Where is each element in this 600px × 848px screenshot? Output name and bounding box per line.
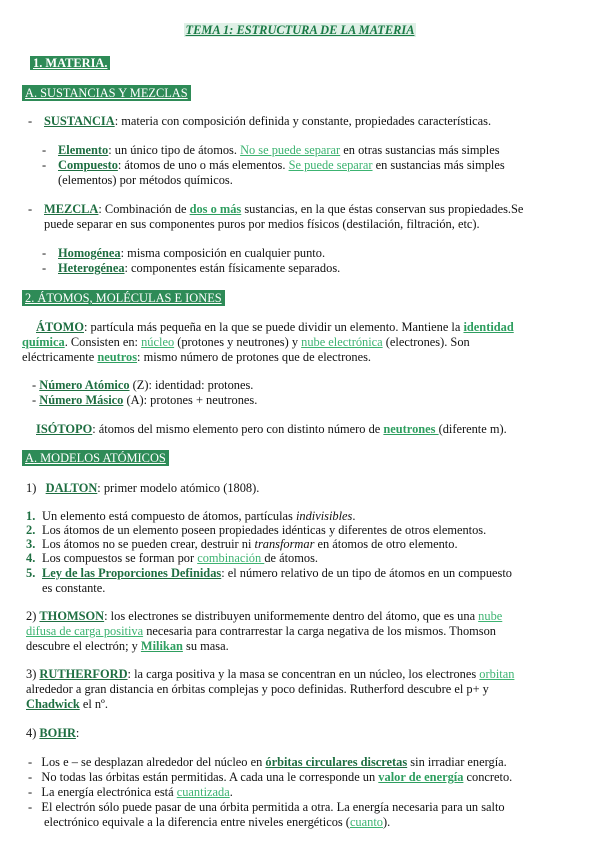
thomson-paragraph-line3: descubre el electrón; y Milikan su masa. <box>26 639 229 653</box>
thomson-paragraph-line2: difusa de carga positiva necesaria para contrarrestar la carga negativa de los mismos. Thomson <box>26 624 496 638</box>
dalton-item-4: 4. Los compuestos se forman por combinación de átomos. <box>26 551 318 565</box>
numero-atomico-item: - Número Atómico (Z): identidad: protones. <box>32 378 254 392</box>
sustancia-definition: SUSTANCIA: materia con composición definida y constante, propiedades características. <box>44 114 492 128</box>
dash-bullet: - <box>42 246 47 260</box>
homogenea-definition: Homogénea: misma composición en cualquier punto. <box>58 246 326 260</box>
dalton-item-3: 3. Los átomos no se pueden crear, destruir ni transformar en átomos de otro elemento. <box>26 537 458 551</box>
heterogenea-definition: Heterogénea: componentes están físicamente separados. <box>58 261 341 275</box>
atomo-definition-line2: química. Consisten en: núcleo (protones y neutrones) y nube electrónica (electrones). Son <box>22 335 470 349</box>
mezcla-definition-line2: puede separar en sus componentes puros por medios físicos (destilación, filtración, etc). <box>44 217 480 231</box>
dash-bullet: - <box>42 158 47 172</box>
rutherford-paragraph-line2: alrededor a gran distancia en órbitas complejas y poco definidas. Rutherford descubre el p+ y <box>26 682 489 696</box>
dash-bullet: - <box>42 143 47 157</box>
bohr-item-3: - La energía electrónica está cuantizada. <box>28 785 233 799</box>
dalton-item-5-line2: es constante. <box>42 581 106 595</box>
isotopo-definition: ISÓTOPO: átomos del mismo elemento pero con distinto número de neutrones (diferente m). <box>36 422 507 436</box>
bohr-item-2: - No todas las órbitas están permitidas. A cada una le corresponde un valor de energía concreto. <box>28 770 513 784</box>
atomo-definition-line3: eléctricamente neutros: mismo número de protones que de electrones. <box>22 350 372 364</box>
section-heading-atomos: 2. ÁTOMOS, MOLÉCULAS E IONES <box>22 291 225 306</box>
dash-bullet: - <box>28 202 33 216</box>
subsection-heading-modelos: A. MODELOS ATÓMICOS <box>22 451 169 466</box>
bohr-item-4-line2: electrónico equivale a la diferencia entre niveles energéticos (cuanto). <box>44 815 391 829</box>
bohr-item-4: - El electrón sólo puede pasar de una órbita permitida a otra. La energía necesaria para un salto <box>28 800 505 814</box>
compuesto-definition-line2: (elementos) por métodos químicos. <box>58 173 233 187</box>
dalton-item-5: 5. Ley de las Proporciones Definidas: el número relativo de un tipo de átomos en un compuesto <box>26 566 512 580</box>
page-title: TEMA 1: ESTRUCTURA DE LA MATERIA <box>185 23 415 37</box>
section-heading-materia: 1. MATERIA. <box>30 56 110 71</box>
subsection-heading-sustancias: A. SUSTANCIAS Y MEZCLAS <box>22 86 191 101</box>
thomson-paragraph: 2) THOMSON: los electrones se distribuyen uniformemente dentro del átomo, que es una nube <box>26 609 503 623</box>
rutherford-paragraph: 3) RUTHERFORD: la carga positiva y la masa se concentran en un núcleo, los electrones orbitan <box>26 667 515 681</box>
atomo-definition: ÁTOMO: partícula más pequeña en la que se puede dividir un elemento. Mantiene la identidad <box>36 320 514 334</box>
dash-bullet: - <box>28 114 33 128</box>
rutherford-paragraph-line3: Chadwick el nº. <box>26 697 108 711</box>
bohr-item-1: - Los e – se desplazan alrededor del núcleo en órbitas circulares discretas sin irradiar energía. <box>28 755 507 769</box>
dalton-item-1: 1. Un elemento está compuesto de átomos, partículas indivisibles. <box>26 509 356 523</box>
dash-bullet: - <box>42 261 47 275</box>
dalton-heading: 1) DALTON: primer modelo atómico (1808). <box>26 481 260 495</box>
numero-masico-item: - Número Másico (A): protones + neutrones. <box>32 393 258 407</box>
dalton-item-2: 2. Los átomos de un elemento poseen propiedades idénticas y diferentes de otros elementos. <box>26 523 487 537</box>
compuesto-definition: Compuesto: átomos de uno o más elementos. Se puede separar en sustancias más simples <box>58 158 505 172</box>
mezcla-definition: MEZCLA: Combinación de dos o más sustancias, en la que éstas conservan sus propiedades.Se <box>44 202 524 216</box>
bohr-heading: 4) BOHR: <box>26 726 80 740</box>
elemento-definition: Elemento: un único tipo de átomos. No se puede separar en otras sustancias más simples <box>58 143 500 157</box>
